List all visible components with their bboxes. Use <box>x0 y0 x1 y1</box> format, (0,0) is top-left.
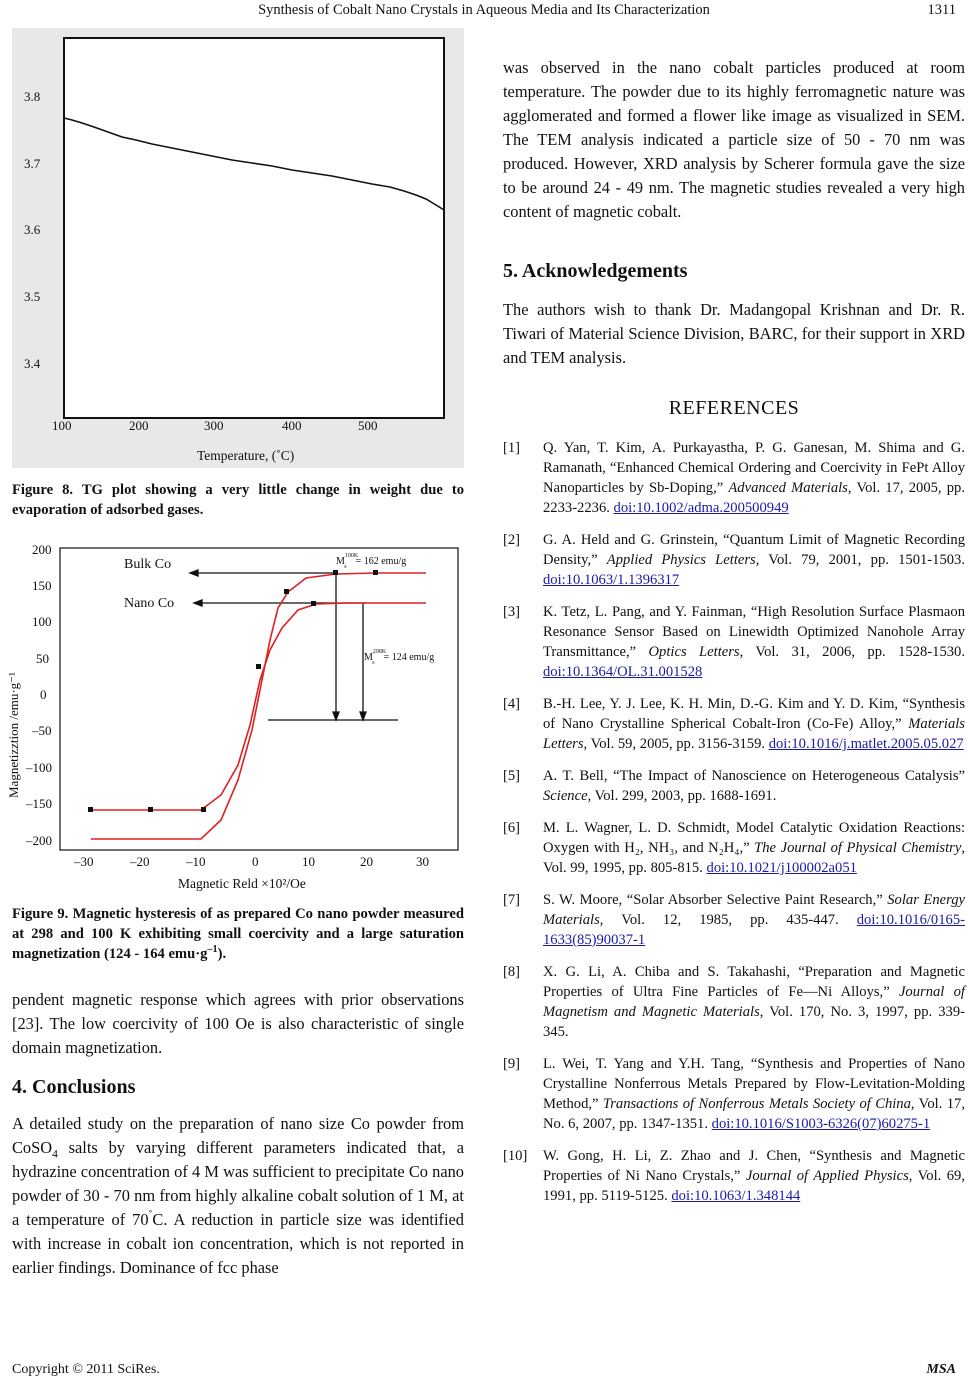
running-title: Synthesis of Cobalt Nano Crystals in Aqueous Media and Its Characterization <box>258 2 710 18</box>
fig9-ytick: 50 <box>36 651 49 666</box>
bulk-co-label: Bulk Co <box>124 557 172 572</box>
references-title: REFERENCES <box>668 397 800 419</box>
fig8-xtick: 300 <box>204 418 224 433</box>
ms-nano-label: $M^{298K}$ s = 124 emu/g <box>364 649 435 666</box>
fig9-xtick: 10 <box>302 854 315 869</box>
fig9-ytick: 200 <box>32 542 52 557</box>
doi-link[interactable]: doi:10.1021/j100002a051 <box>706 860 857 876</box>
fig9-xtick: –20 <box>130 854 150 869</box>
reference-item: [9] L. Wei, T. Yang and Y.H. Tang, “Synthesis and Properties of Nano Crystalline Nonferrous Metals Prepared by Flow-Levitation-Molding Method,” Transactions of Nonferrous Metals Society of China, Vol. 17, No. 6, 2007, pp. 1347-1351. doi:10.1016/S1003-6326(07)60275-1 <box>503 1056 965 1132</box>
left-paragraph: pendent magnetic response which agrees with prior observations [23]. The low coercivity of 100 Oe is also characteristic of single domain magnetization. <box>12 990 464 1057</box>
fig9-xtick: –30 <box>74 854 94 869</box>
doi-link[interactable]: doi:10.1016/j.matlet.2005.05.027 <box>768 736 964 752</box>
footer-copyright: Copyright © 2011 SciRes. <box>12 1362 160 1377</box>
fig8-ytick: 3.4 <box>24 356 41 371</box>
fig8-ytick: 3.8 <box>24 89 41 104</box>
reference-item: [1] Q. Yan, T. Kim, A. Purkayastha, P. G. Ganesan, M. Shima and G. Ramanath, “Enhanced Chemical Ordering and Coercivity in FePt Alloy Nanoparticles by Sb-Doping,” Advanced Materials, Vol. 17, 2005, pp. 2233-2236. doi:10.1002/adma.200500949 <box>503 440 965 516</box>
nano-co-label: Nano Co <box>124 596 175 611</box>
fig9-xlabel: Magnetic Reld ×10²/Oe <box>178 876 306 891</box>
figure-8 <box>12 28 464 468</box>
fig8-ytick: 3.6 <box>24 222 41 237</box>
page-number: 1311 <box>927 2 956 18</box>
reference-item: [4] B.-H. Lee, Y. J. Lee, K. H. Min, D.-G. Kim and Y. D. Kim, “Synthesis of Nano Crystalline Spherical Cobalt-Iron (Co-Fe) Alloy,” Materials Letters, Vol. 59, 2005, pp. 3156-3159. doi:10.1016/j.matlet.2005.05.027 <box>503 696 965 752</box>
fig9-xtick: 30 <box>416 854 429 869</box>
doi-link[interactable]: doi:10.1063/1.1396317 <box>543 572 680 588</box>
fig8-xtick: 200 <box>129 418 149 433</box>
right-paragraph: was observed in the nano cobalt particles produced at room temperature. The powder due to its highly ferromagnetic nature was agglomerated and formed a flower like image as visualized in SEM. The TEM analysis indicated a particle size of 50 - 70 nm was produced. However, XRD analysis by Scherer formula gave the size to be around 24 - 49 nm. The magnetic studies revealed a very high content of magnetic cobalt. <box>503 58 965 221</box>
doi-link[interactable]: doi:10.1016/S1003-6326(07)60275-1 <box>711 1116 931 1132</box>
fig9-xtick: 0 <box>252 854 259 869</box>
running-header <box>0 2 968 19</box>
figure-8-plot <box>12 28 464 468</box>
conclusions-text: A detailed study on the preparation of nano size Co powder from CoSO$_4$ salts by varying different parameters indicated that, a hydrazine concentration of 4 M was sufficient to precipitate Co nano powder of 30 - 70 nm from highly alkaline cobalt solution of 1 M, at a temperature of 70˚C. A reduction in particle size was identified with increase in cobalt ion concentration, which is not reported in earlier findings. Dominance of fcc phase <box>12 1114 464 1277</box>
figure-9-plot <box>6 540 462 896</box>
doi-link[interactable]: doi:10.1364/OL.31.001528 <box>543 664 703 680</box>
fig8-xlabel: Temperature, (˚C) <box>197 448 295 463</box>
reference-item: [3] K. Tetz, L. Pang, and Y. Fainman, “High Resolution Surface Plasmaon Resonance Sensor Based on Linewidth Optimized Nanohole Array Transmittance,” Optics Letters, Vol. 31, 2006, pp. 1528-1530. doi:10.1364/OL.31.001528 <box>503 604 965 680</box>
reference-item: [6] M. L. Wagner, L. D. Schmidt, Model Catalytic Oxidation Reactions: Oxygen with H₂, NH₃, and N₂H₄,” The Journal of Physical Chemistry, Vol. 99, 1995, pp. 805-815. doi:10.1021/j100002a051 <box>503 820 965 876</box>
fig9-ytick: 100 <box>32 614 52 629</box>
reference-item: [8] X. G. Li, A. Chiba and S. Takahashi, “Preparation and Magnetic Properties of Ultra Fine Particles of Fe—Ni Alloys,” Journal of Magnetism and Magnetic Materials, Vol. 170, No. 3, 1997, pp. 339-345. <box>503 964 965 1040</box>
reference-item: [7] S. W. Moore, “Solar Absorber Selective Paint Research,” Solar Energy Materials, Vol. 12, 1985, pp. 435-447. doi:10.1016/0165-1633(85)90037-1 <box>503 892 966 948</box>
fig9-ytick: –150 <box>26 796 52 811</box>
fig9-ytick: –100 <box>26 760 52 775</box>
figure-8-caption: Figure 8. TG plot showing a very little change in weight due to evaporation of adsorbed gases. <box>12 482 464 518</box>
doi-link[interactable]: doi:10.1016/0165-1633(85)90037-1 <box>543 912 965 948</box>
fig8-xtick: 500 <box>358 418 378 433</box>
figure-9 <box>6 540 462 896</box>
footer-journal: MSA <box>926 1362 956 1377</box>
reference-item: [10] W. Gong, H. Li, Z. Zhao and J. Chen, “Synthesis and Magnetic Properties of Ni Nano Crystals,” Journal of Applied Physics, Vol. 69, 1991, pp. 5119-5125. doi:10.1063/1.348144 <box>503 1148 965 1204</box>
fig9-ytick: 150 <box>32 578 52 593</box>
fig9-xtick: 20 <box>360 854 373 869</box>
fig9-ytick: –200 <box>26 833 52 848</box>
references-list <box>503 438 965 1218</box>
reference-item: [5] A. T. Bell, “The Impact of Nanoscience on Heterogeneous Catalysis” Science, Vol. 299, 2003, pp. 1688-1691. <box>503 768 965 804</box>
fig9-ytick: –50 <box>32 723 52 738</box>
fig9-ytick: 0 <box>40 687 47 702</box>
fig8-xtick: 400 <box>282 418 302 433</box>
fig8-xtick: 100 <box>52 418 72 433</box>
doi-link[interactable]: doi:10.1063/1.348144 <box>671 1188 801 1204</box>
acknowledgements-heading: 5. Acknowledgements <box>503 260 688 282</box>
conclusions-heading: 4. Conclusions <box>12 1076 136 1098</box>
fig9-ylabel: Magnetizztion /emu·g⁻¹ <box>6 672 21 798</box>
figure-9-caption: Figure 9. Magnetic hysteresis of as prepared Co nano powder measured at 298 and 100 K exhibiting small coercivity and a large saturation magnetization (124 - 164 $emu\cdot g^{-1}$). <box>12 906 464 962</box>
ms-bulk-label: $M^{100K}$ s = 162 emu/g <box>336 553 407 570</box>
fig8-ytick: 3.5 <box>24 289 41 304</box>
acknowledgements-text: The authors wish to thank Dr. Madangopal Krishnan and Dr. R. Tiwari of Material Science Division, BARC, for their support in XRD and TEM analysis. <box>503 300 965 367</box>
fig9-xtick: –10 <box>186 854 206 869</box>
fig8-ytick: 3.7 <box>24 156 41 171</box>
reference-item: [2] G. A. Held and G. Grinstein, “Quantum Limit of Magnetic Recording Density,” Applied Physics Letters, Vol. 79, 2001, pp. 1501-1503. doi:10.1063/1.1396317 <box>503 532 965 588</box>
doi-link[interactable]: doi:10.1002/adma.200500949 <box>613 500 789 516</box>
